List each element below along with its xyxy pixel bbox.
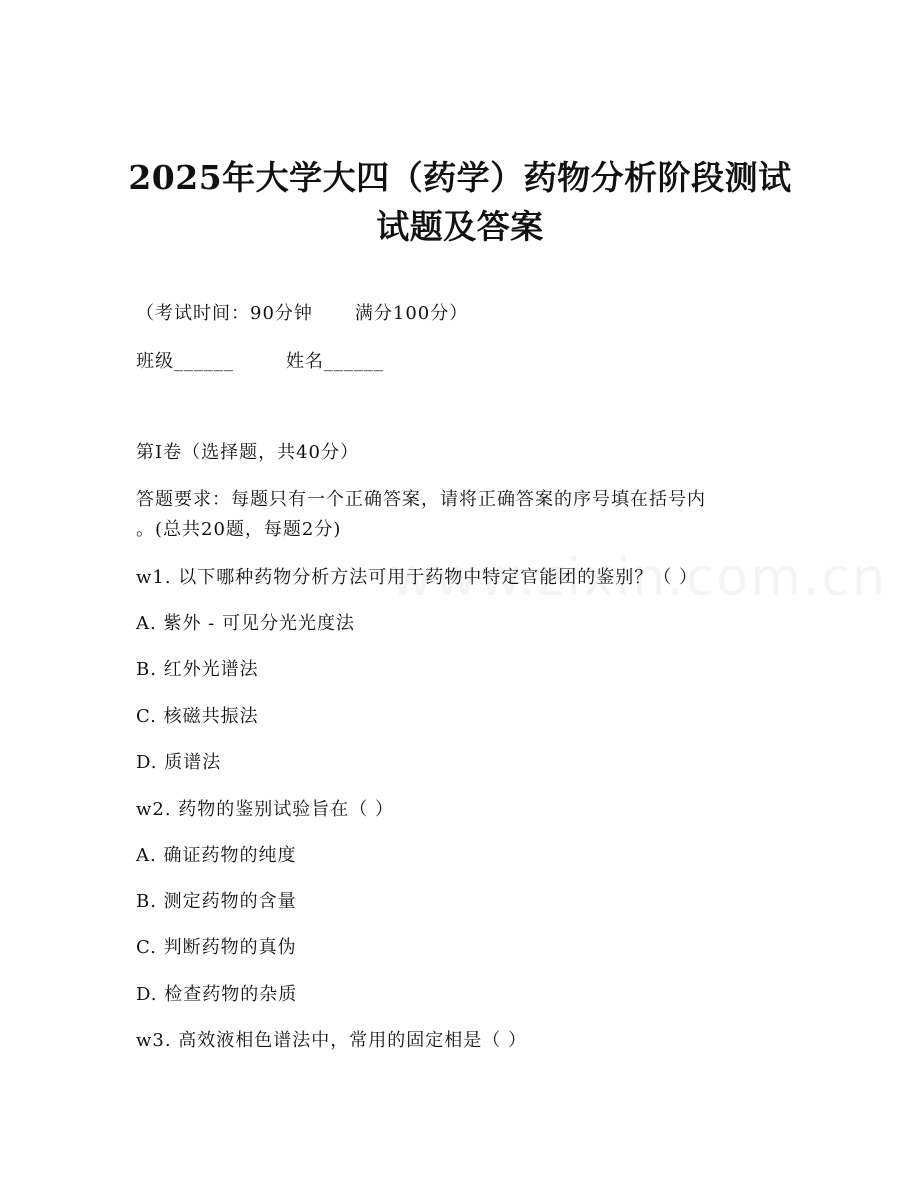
question-2-option-d: D. 检查药物的杂质: [136, 984, 298, 1005]
instructions-line-1: 答题要求：每题只有一个正确答案，请将正确答案的序号填在括号内: [136, 489, 706, 510]
question-2-stem: w2. 药物的鉴别试验旨在（ ）: [136, 799, 395, 820]
question-1-stem: w1. 以下哪种药物分析方法可用于药物中特定官能团的鉴别？（ ）: [136, 567, 699, 588]
question-2-option-b: B. 测定药物的含量: [136, 891, 297, 912]
exam-time: （考试时间：90分钟: [136, 303, 313, 324]
question-1-option-b: B. 红外光谱法: [136, 659, 259, 680]
instructions-line-2: 。(总共20题，每题2分): [136, 519, 342, 540]
question-1-option-a: A. 紫外 - 可见分光光度法: [136, 613, 355, 634]
class-field: 班级______: [136, 351, 234, 372]
exam-info: [136, 302, 468, 326]
question-1-option-d: D. 质谱法: [136, 752, 222, 773]
section-title: 第I卷（选择题，共40分）: [136, 442, 360, 463]
name-field: 姓名______: [286, 351, 384, 372]
full-score: 满分100分）: [354, 303, 469, 324]
student-fields: [136, 350, 384, 374]
question-2-option-a: A. 确证药物的纯度: [136, 845, 297, 866]
question-2-option-c: C. 判断药物的真伪: [136, 937, 297, 958]
document-title-line-2: 试题及答案: [376, 207, 544, 246]
document-title-line-1: 2025年大学大四（药学）药物分析阶段测试: [128, 158, 792, 197]
question-3-stem: w3. 高效液相色谱法中，常用的固定相是（ ）: [136, 1030, 528, 1051]
question-1-option-c: C. 核磁共振法: [136, 706, 259, 727]
